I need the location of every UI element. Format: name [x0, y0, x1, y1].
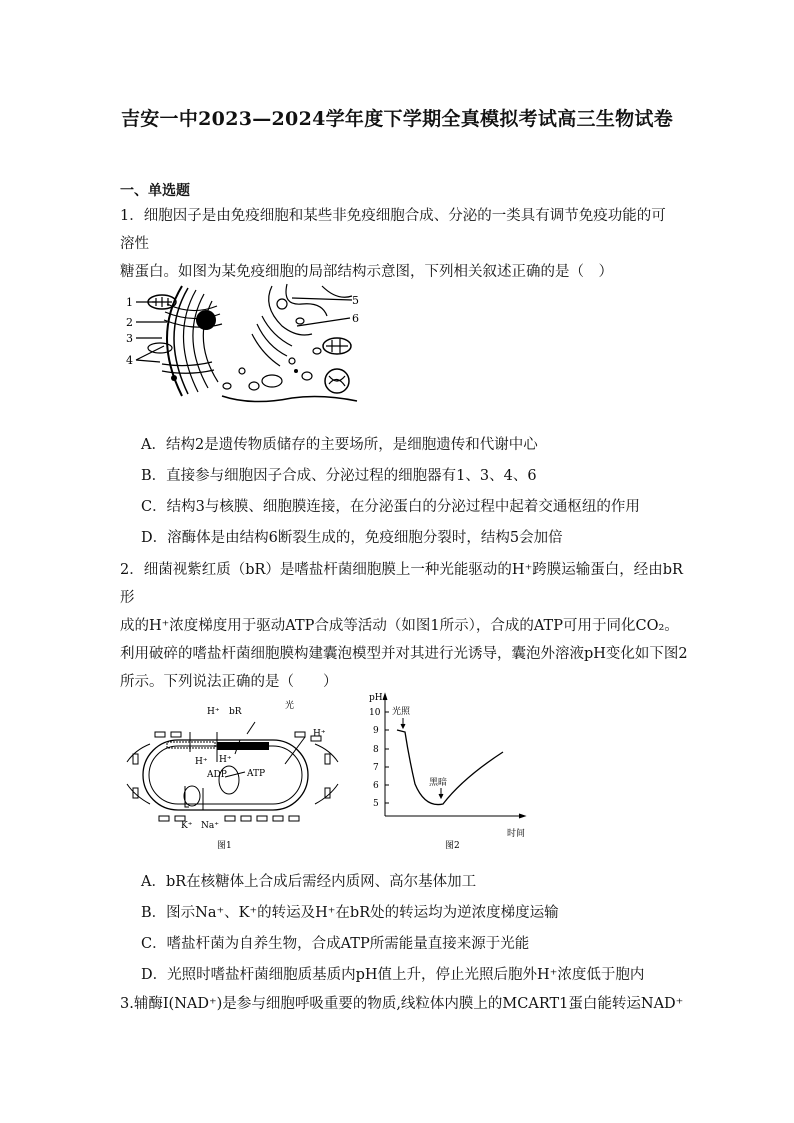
question-1-line-1: 1．细胞因子是由免疫细胞和某些非免疫细胞合成、分泌的一类具有调节免疫功能的可溶性 [120, 208, 666, 252]
question-2-stem [120, 556, 695, 696]
figure-2-ph-chart [365, 688, 530, 858]
exam-title: 吉安一中2023—2024学年度下学期全真模拟考试高三生物试卷 [120, 108, 674, 130]
question-1-line-2: 糖蛋白。如图为某免疫细胞的局部结构示意图，下列相关叙述正确的是（ ） [120, 264, 613, 280]
question-1-option-a: A．结构2是遗传物质储存的主要场所，是细胞遗传和代谢中心 [141, 437, 538, 453]
fig1-label-2: 2 [126, 316, 133, 329]
fig1-label-5: 5 [352, 294, 359, 307]
fig1-label-k: K⁺ [181, 821, 193, 831]
question-3-line-1: 3.辅酶Ⅰ(NAD⁺)是参与细胞呼吸重要的物质,线粒体内膜上的MCART1蛋白能转运NAD⁺ [120, 996, 684, 1012]
question-2-option-a: A．bR在核糖体上合成后需经内质网、高尔基体加工 [141, 874, 477, 890]
fig2-ytick-7: 7 [373, 763, 379, 773]
question-2-line-1: 2．细菌视紫红质（bR）是嗜盐杆菌细胞膜上一种光能驱动的H⁺跨膜运输蛋白，经由bR形 [120, 562, 683, 606]
fig1-label-hplus-left: H⁺ [195, 757, 208, 767]
fig1-label-adp: ADP [207, 770, 227, 780]
fig2-ytick-5: 5 [373, 799, 379, 809]
fig2-label-dark: 黑暗 [429, 778, 448, 788]
fig1-label-6: 6 [352, 312, 359, 325]
fig1-label-3: 3 [126, 332, 133, 345]
fig1-label-4: 4 [126, 354, 133, 367]
question-1-option-d: D．溶酶体是由结构6断裂生成的，免疫细胞分裂时，结构5会加倍 [141, 530, 563, 546]
fig2-ytick-10: 10 [369, 708, 381, 718]
fig1-label-1: 1 [126, 296, 133, 309]
cell-structure-figure [122, 276, 362, 411]
fig1-label-hplus-top: H⁺ [207, 707, 220, 717]
fig2-ytick-8: 8 [373, 745, 379, 755]
fig2-caption: 图2 [445, 841, 460, 851]
question-1-option-b: B．直接参与细胞因子合成、分泌过程的细胞器有1、3、4、6 [141, 468, 537, 484]
fig2-ytick-9: 9 [373, 726, 379, 736]
question-1-option-c: C．结构3与核膜、细胞膜连接，在分泌蛋白的分泌过程中起着交通枢纽的作用 [141, 499, 640, 515]
question-2-option-c: C．嗜盐杆菌为自养生物，合成ATP所需能量直接来源于光能 [141, 936, 530, 952]
figure-1-membrane-diagram [125, 692, 340, 852]
fig1-caption: 图1 [217, 841, 232, 851]
section-heading: 一、单选题 [120, 183, 190, 199]
fig1-label-na: Na⁺ [201, 821, 219, 831]
fig1-label-hplus-mid: H⁺ [219, 755, 232, 765]
fig2-ylabel: pH [369, 693, 383, 703]
question-2-option-d: D．光照时嗜盐杆菌细胞质基质内pH值上升，停止光照后胞外H⁺浓度低于胞内 [141, 967, 645, 983]
question-2-option-b: B．图示Na⁺、K⁺的转运及H⁺在bR处的转运均为逆浓度梯度运输 [141, 905, 559, 921]
fig2-ytick-6: 6 [373, 781, 379, 791]
fig1-label-hplus-right: H⁺ [313, 729, 326, 739]
fig1-label-br: bR [229, 707, 242, 717]
question-1-stem [120, 202, 680, 286]
fig1-label-atp: ATP [247, 769, 266, 779]
question-2-line-4: 所示。下列说法正确的是（ ） [120, 674, 338, 690]
fig2-label-light: 光照 [392, 707, 411, 717]
question-3-stem [120, 990, 695, 1018]
fig2-xlabel: 时间 [507, 829, 526, 839]
question-2-line-3: 利用破碎的嗜盐杆菌细胞膜构建囊泡模型并对其进行光诱导，囊泡外溶液pH变化如下图2 [120, 646, 688, 662]
question-2-line-2: 成的H⁺浓度梯度用于驱动ATP合成等活动（如图1所示），合成的ATP可用于同化CO₂。 [120, 618, 679, 634]
fig1-label-light: 光 [285, 701, 295, 711]
